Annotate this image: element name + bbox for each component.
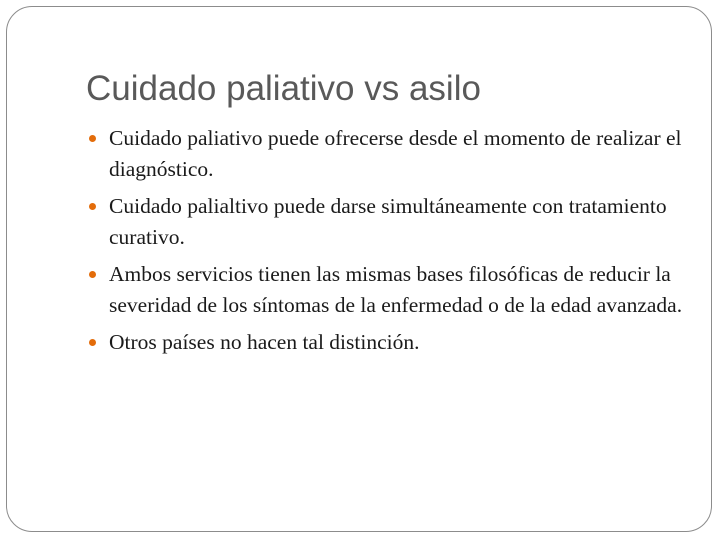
bullet-text: Otros países no hacen tal distinción. (109, 330, 420, 354)
bullet-item (87, 191, 687, 253)
bullet-icon (89, 339, 96, 346)
bullet-icon (89, 271, 96, 278)
bullet-list (87, 123, 687, 364)
bullet-item (87, 327, 687, 358)
bullet-text: Ambos servicios tienen las mismas bases filosóficas de reducir la severidad de los síntomas de la enfermedad o de la edad avanzada. (109, 262, 683, 317)
bullet-icon (89, 203, 96, 210)
bullet-text: Cuidado palialtivo puede darse simultáneamente con tratamiento curativo. (109, 194, 667, 249)
slide-frame (6, 6, 712, 532)
bullet-item (87, 123, 687, 185)
bullet-text: Cuidado paliativo puede ofrecerse desde el momento de realizar el diagnóstico. (109, 126, 682, 181)
bullet-icon (89, 135, 96, 142)
slide-title: Cuidado paliativo vs asilo (86, 69, 481, 108)
bullet-item (87, 259, 687, 321)
